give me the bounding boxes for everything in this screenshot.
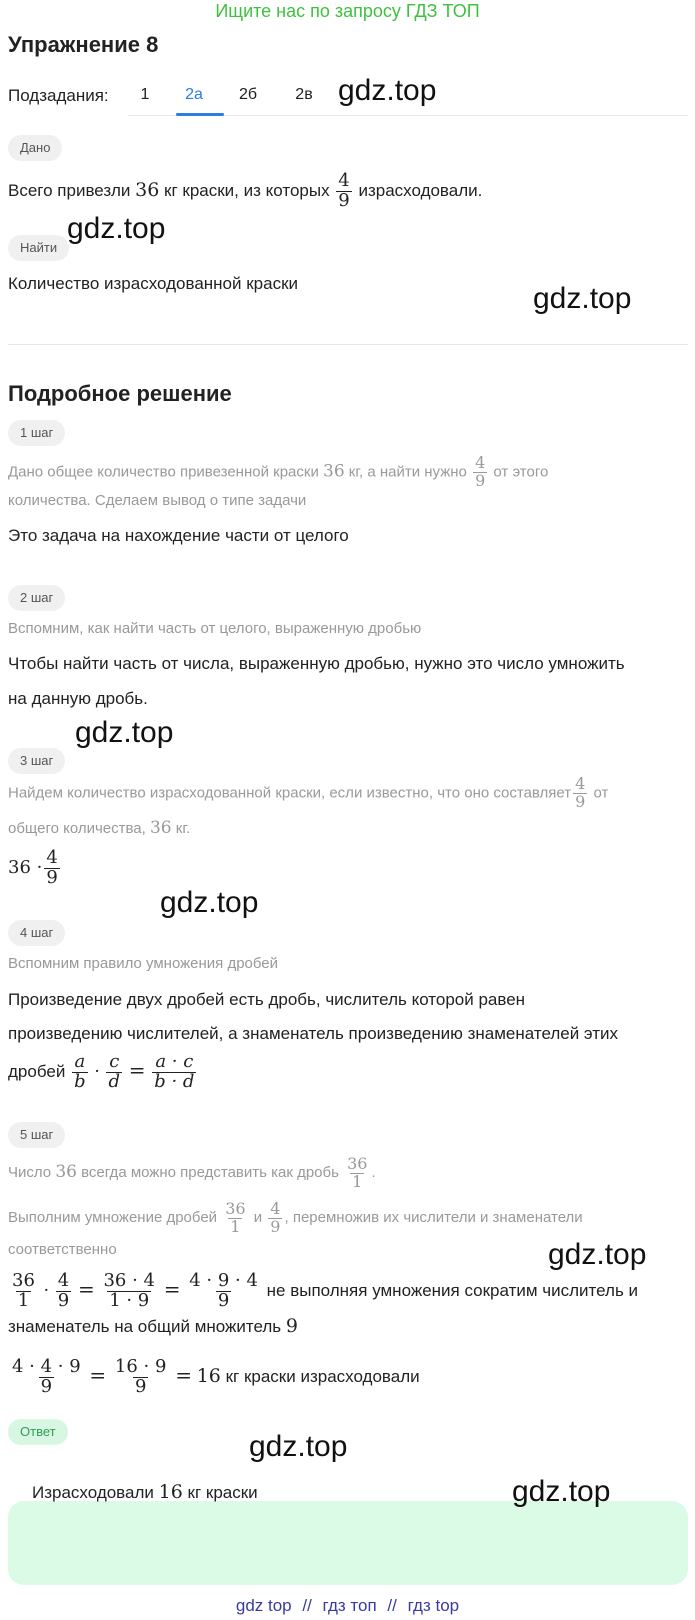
watermark: gdz.top: [160, 886, 259, 919]
step5-equation-2: $\frac{4 \cdot 4 \cdot 9}{9}$ = $\frac{16 \cdot 9}{9}$ = 16 кг краски израсходовали: [12, 1356, 420, 1398]
tab-1[interactable]: 1: [140, 86, 150, 103]
tab-2v[interactable]: 2в: [295, 86, 313, 103]
active-tab-indicator: [176, 113, 224, 116]
step5-equation-1: $\frac{36}{1}$ · $\frac{4}{9}$ = $\frac{36 \cdot 4}{1 \cdot 9}$ = $\frac{4 \cdot 9 \cdot 4}{9}$ не выполняя умножения сократим числитель и: [12, 1270, 639, 1312]
footer-link-gdz-top[interactable]: gdz top: [235, 1596, 292, 1615]
answer-tag: Ответ: [8, 1419, 68, 1445]
search-banner: Ищите нас по запросу ГДЗ ТОП: [215, 1, 480, 21]
step4-text-2: произведению числителей, а знаменатель произведению знаменателей этих: [8, 1024, 619, 1043]
answer-box: [8, 1501, 688, 1585]
step4-note: Вспомним правило умножения дробей: [8, 955, 279, 972]
answer-text: Израсходовали 16 кг краски: [32, 1481, 258, 1503]
find-text: Количество израсходованной краски: [8, 274, 299, 293]
given-text: Всего привезли 36 кг краски, из которых $\frac{4}{9}$ израсходовали.: [8, 170, 483, 212]
watermark: gdz.top: [67, 212, 166, 245]
step1-note: Дано общее количество привезенной краски 36 кг, а найти нужно $\frac{4}{9}$ от этого: [8, 453, 549, 490]
watermark: gdz.top: [533, 282, 632, 315]
footer-separator: //: [387, 1596, 397, 1615]
step4-tag: 4 шаг: [8, 920, 65, 946]
watermark: gdz.top: [338, 74, 437, 107]
footer-link-gdz-top-mixed[interactable]: гдз top: [407, 1596, 460, 1615]
step1-tag: 1 шаг: [8, 420, 65, 446]
step3-note-2: общего количества, 36 кг.: [8, 818, 191, 838]
step2-tag: 2 шаг: [8, 585, 65, 611]
watermark: gdz.top: [249, 1430, 348, 1463]
step4-formula: дробей $\frac{a}{b}$ · $\frac{c}{d}$ = $\frac{a \cdot c}{b \cdot d}$: [8, 1051, 195, 1093]
step3-expression: 36 · $\frac{4}{9}$: [8, 846, 58, 888]
subtasks-label: Подзадания:: [8, 86, 109, 105]
step4-text-1: Произведение двух дробей есть дробь, числитель которой равен: [8, 990, 526, 1009]
step3-note: Найдем количество израсходованной краски, если известно, что оно составляет $\frac{4}{9}$ от: [8, 774, 609, 811]
step2-text-1: Чтобы найти часть от числа, выраженную дробью, нужно это число умножить: [8, 654, 625, 673]
page-title: Упражнение 8: [8, 32, 159, 57]
watermark: gdz.top: [512, 1475, 611, 1508]
footer-links: [0, 1596, 695, 1616]
find-tag: Найти: [8, 235, 69, 261]
step5-note-1: Число 36 всегда можно представить как дробь $\frac{36}{1}$ .: [8, 1153, 376, 1191]
step5-text-2: знаменатель на общий множитель 9: [8, 1315, 298, 1337]
step2-note: Вспомним, как найти часть от целого, выраженную дробью: [8, 620, 422, 637]
tab-2b[interactable]: 2б: [238, 86, 258, 103]
footer-link-gdz-top-ru[interactable]: гдз топ: [322, 1596, 377, 1615]
step5-note-3: соответственно: [8, 1241, 117, 1258]
section-divider: [8, 344, 688, 345]
step5-tag: 5 шаг: [8, 1122, 65, 1148]
given-tag: Дано: [8, 135, 62, 161]
solution-heading: Подробное решение: [8, 381, 232, 406]
step2-text-2: на данную дробь.: [8, 689, 148, 708]
step3-tag: 3 шаг: [8, 748, 65, 774]
tab-2a[interactable]: 2а: [185, 86, 203, 103]
step1-note-2: количества. Сделаем вывод о типе задачи: [8, 492, 307, 509]
watermark: gdz.top: [75, 716, 174, 749]
watermark: gdz.top: [548, 1238, 647, 1271]
step1-text: Это задача на нахождение части от целого: [8, 526, 349, 545]
step5-note-2: Выполним умножение дробей $\frac{36}{1}$ и $\frac{4}{9}$ , перемножив их числители и знаменатели: [8, 1198, 583, 1236]
footer-separator: //: [302, 1596, 312, 1615]
